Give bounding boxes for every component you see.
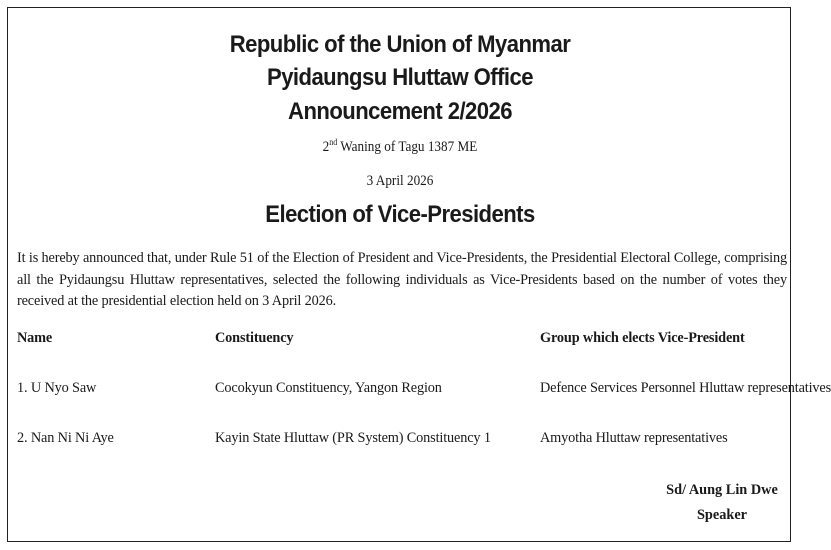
- myanmar-date-day: 2: [322, 139, 330, 155]
- signature-name: Sd/ Aung Lin Dwe: [666, 482, 778, 498]
- row2-group: Amyotha Hluttaw representatives: [540, 430, 728, 446]
- office-heading: Pyidaungsu Hluttaw Office: [267, 64, 533, 91]
- country-heading: Republic of the Union of Myanmar: [229, 31, 571, 58]
- table-header-constituency: Constituency: [215, 330, 294, 346]
- announcement-paragraph: It is hereby announced that, under Rule 51 of the Election of President and Vice-Presidents, the Presidential Electoral College, comprising all the Pyidaungsu Hluttaw representatives, selected the following individuals as Vice-Presidents based on the number of votes they received at the presidential election held on 3 April 2026.: [17, 250, 787, 309]
- row1-group: Defence Services Personnel Hluttaw representatives: [540, 380, 831, 396]
- table-header-name: Name: [17, 330, 53, 346]
- table-header-group: Group which elects Vice-President: [540, 330, 745, 346]
- announcement-number: Announcement 2/2026: [288, 98, 512, 125]
- signature-title: Speaker: [696, 507, 748, 523]
- gregorian-date: 3 April 2026: [366, 173, 434, 189]
- myanmar-date-suffix: nd: [329, 137, 338, 147]
- myanmar-date-rest: Waning of Tagu 1387 ME: [337, 139, 478, 155]
- row1-constituency: Cocokyun Constituency, Yangon Region: [215, 380, 442, 396]
- row1-name: 1. U Nyo Saw: [17, 380, 97, 396]
- myanmar-date: [48, 138, 752, 156]
- announcement-title: Election of Vice-Presidents: [265, 201, 535, 228]
- row2-name: 2. Nan Ni Ni Aye: [17, 430, 114, 446]
- row2-constituency: Kayin State Hluttaw (PR System) Constituency 1: [215, 430, 491, 446]
